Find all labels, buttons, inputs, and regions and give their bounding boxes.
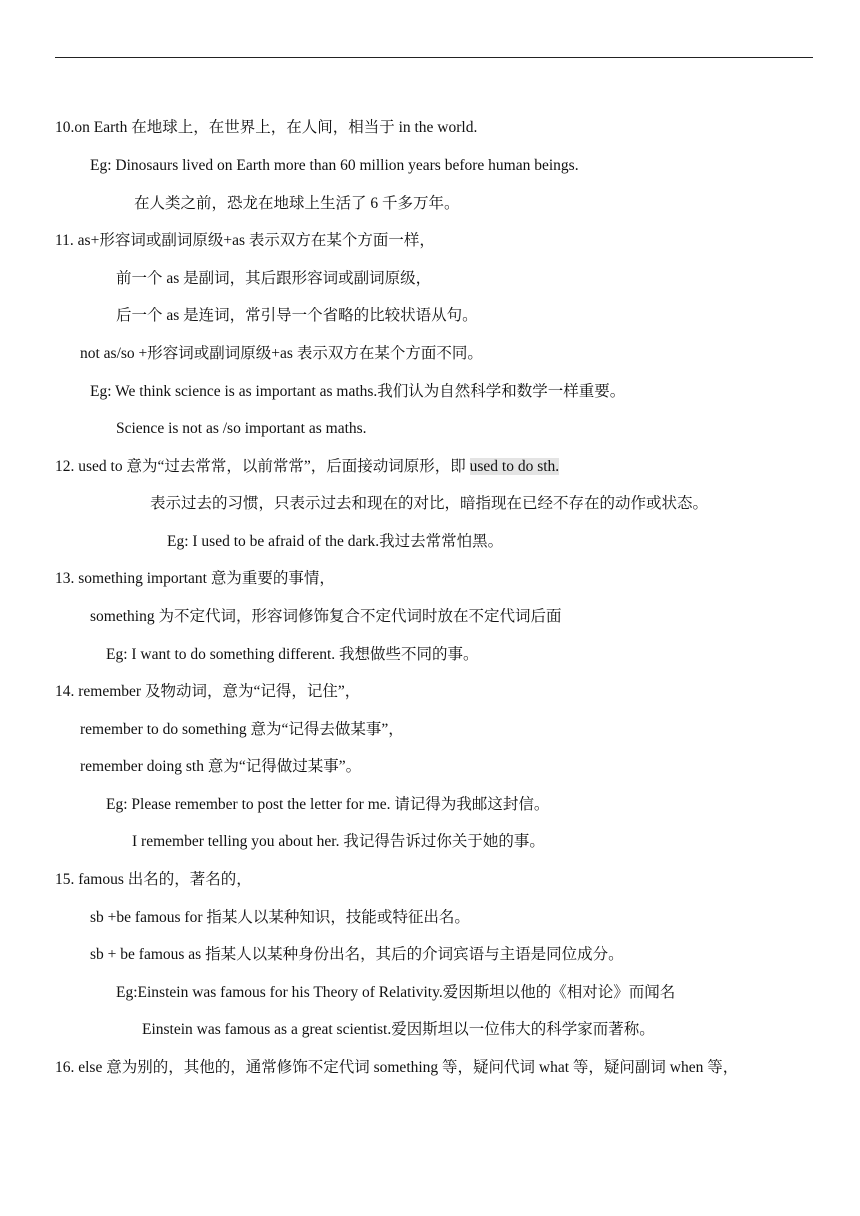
- item-13-heading: 13. something important 意为重要的事情，: [55, 570, 335, 587]
- item-11-example-2: Science is not as /so important as maths.: [116, 420, 367, 437]
- item-10-example: Eg: Dinosaurs lived on Earth more than 60 million years before human beings.: [90, 157, 579, 174]
- item-15-example: Eg:Einstein was famous for his Theory of Relativity.爱因斯坦以他的《相对论》而闻名: [116, 984, 676, 1001]
- item-14-usage-1: remember to do something 意为“记得去做某事”，: [80, 721, 404, 738]
- item-11-note-1: 前一个 as 是副词，其后跟形容词或副词原级，: [116, 270, 432, 287]
- item-15-usage-1: sb +be famous for 指某人以某种知识，技能或特征出名。: [90, 909, 470, 926]
- item-14-example: Eg: Please remember to post the letter for me. 请记得为我邮这封信。: [106, 796, 550, 813]
- highlighted-phrase: used to do sth.: [469, 458, 560, 475]
- item-11-note-2: 后一个 as 是连词，常引导一个省略的比较状语从句。: [116, 307, 478, 324]
- item-11-heading: 11. as+形容词或副词原级+as 表示双方在某个方面一样，: [55, 232, 435, 249]
- item-14-example-2: I remember telling you about her. 我记得告诉过你关于她的事。: [132, 833, 545, 850]
- item-13-note: something 为不定代词，形容词修饰复合不定代词时放在不定代词后面: [90, 608, 562, 625]
- item-11-negative: not as/so +形容词或副词原级+as 表示双方在某个方面不同。: [80, 345, 483, 362]
- item-16-heading: 16. else 意为别的，其他的，通常修饰不定代词 something 等，疑问代词 what 等，疑问副词 when 等，: [55, 1059, 739, 1076]
- item-10-heading: 10.on Earth 在地球上，在世界上，在人间，相当于 in the world.: [55, 119, 478, 136]
- item-15-usage-2: sb + be famous as 指某人以某种身份出名，其后的介词宾语与主语是同位成分。: [90, 946, 624, 963]
- item-15-heading: 15. famous 出名的，著名的，: [55, 871, 252, 888]
- item-12-example: Eg: I used to be afraid of the dark.我过去常常怕黑。: [167, 533, 504, 550]
- item-14-usage-2: remember doing sth 意为“记得做过某事”。: [80, 758, 362, 775]
- header-rule: [55, 57, 813, 58]
- item-12-explanation: 表示过去的习惯，只表示过去和现在的对比，暗指现在已经不存在的动作或状态。: [150, 495, 709, 512]
- item-15-example-2: Einstein was famous as a great scientist.爱因斯坦以一位伟大的科学家而著称。: [142, 1021, 655, 1038]
- item-14-heading: 14. remember 及物动词，意为“记得，记住”，: [55, 683, 361, 700]
- item-10-translation: 在人类之前，恐龙在地球上生活了 6 千多万年。: [134, 195, 460, 212]
- item-12-heading: [55, 448, 559, 486]
- item-13-example: Eg: I want to do something different. 我想做些不同的事。: [106, 646, 479, 663]
- item-12-heading-text: 12. used to 意为“过去常常，以前常常”，后面接动词原形，即: [55, 458, 470, 475]
- item-11-example: Eg: We think science is as important as maths.我们认为自然科学和数学一样重要。: [90, 383, 626, 400]
